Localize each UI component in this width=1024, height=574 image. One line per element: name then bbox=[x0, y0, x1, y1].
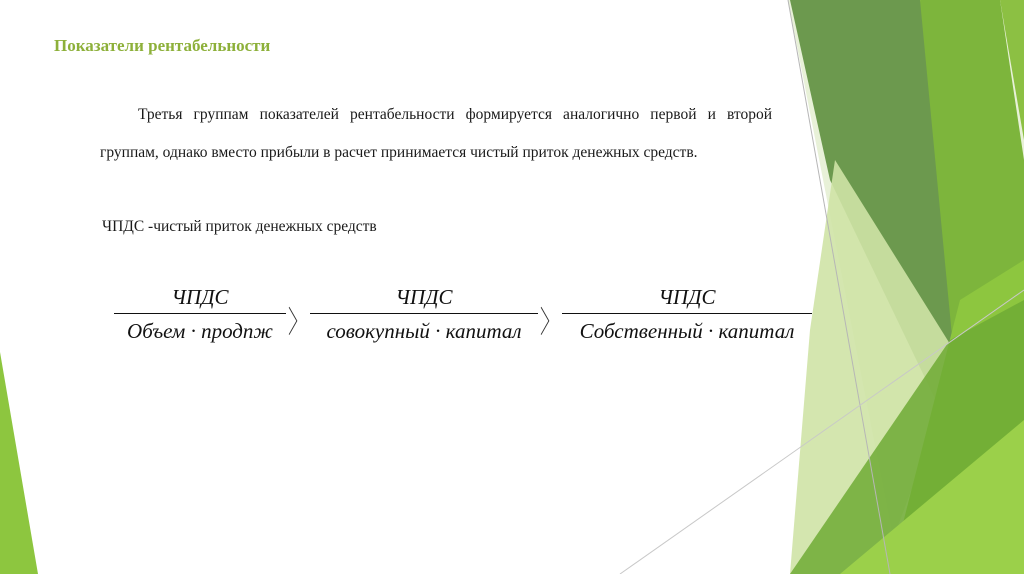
slide-title: Показатели рентабельности bbox=[54, 36, 271, 55]
left-green-wedge bbox=[0, 352, 38, 574]
fraction-2 bbox=[310, 284, 538, 345]
fraction-1-denominator: Объем · продпж bbox=[127, 318, 273, 343]
fraction-3 bbox=[562, 284, 812, 345]
fraction-2-numerator: ЧПДС bbox=[310, 284, 538, 314]
fraction-3-numerator: ЧПДС bbox=[562, 284, 812, 314]
body-paragraph: Третья группам показателей рентабельности формируется аналогично первой и второй группам, однако вместо прибыли в расчет принимается чистый приток денежных средств. bbox=[100, 106, 772, 161]
formula bbox=[114, 281, 812, 347]
fraction-3-denominator: Собственный · капитал bbox=[579, 318, 795, 343]
greater-than-operator-1: 〉 bbox=[288, 306, 308, 340]
fraction-1-numerator: ЧПДС bbox=[114, 284, 286, 314]
fraction-2-denominator: совокупный · капитал bbox=[326, 318, 522, 343]
fraction-1 bbox=[114, 284, 286, 345]
definition-line: ЧПДС -чистый приток денежных средств bbox=[102, 218, 377, 235]
greater-than-operator-2: 〉 bbox=[540, 306, 560, 340]
